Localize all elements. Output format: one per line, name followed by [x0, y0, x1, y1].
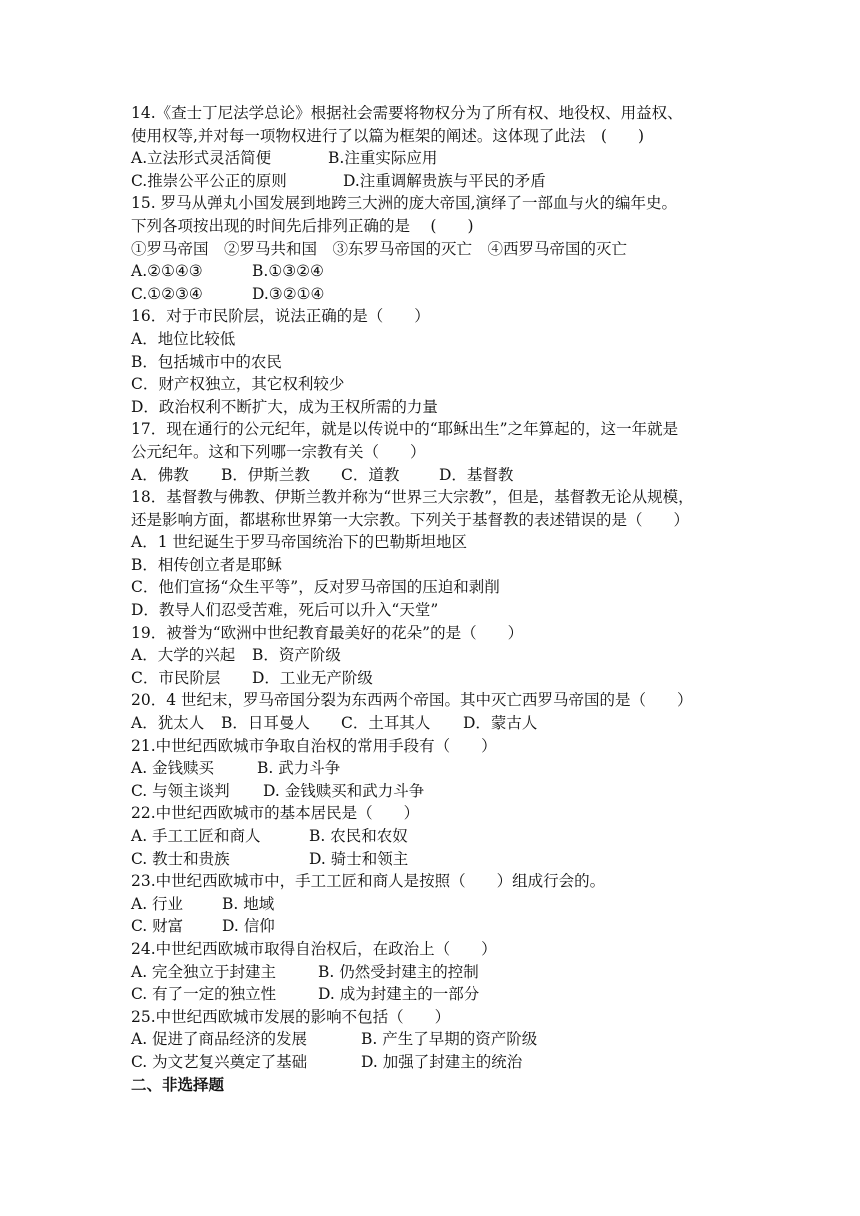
question-text: 使用权等,并对每一项物权进行了以篇为框架的阐述。这体现了此法 ( ): [131, 126, 645, 145]
option-a: A．大学的兴起: [131, 646, 236, 665]
question-text: 24.中世纪西欧城市取得自治权后，在政治上（ ）: [131, 939, 497, 958]
question-text: 23.中世纪西欧城市中，手工工匠和商人是按照（ ）组成行会的。: [131, 872, 606, 891]
option-d: D. 金钱赎买和武力斗争: [263, 781, 425, 800]
option-row: [131, 757, 731, 780]
option-row: [131, 260, 731, 283]
question-text: 18．基督教与佛教、伊斯兰教并称为“世界三大宗教”，但是，基督教无论从规模，: [131, 488, 694, 507]
option-row: [131, 848, 731, 871]
option-a: A. 促进了商品经济的发展: [131, 1030, 308, 1049]
question-text: 17．现在通行的公元纪年，就是以传说中的“耶稣出生”之年算起的，这一年就是: [131, 420, 679, 439]
question-15: [131, 192, 731, 305]
option-b: B．相传创立者是耶稣: [131, 555, 282, 574]
option-d: D. 骑士和领主: [309, 849, 409, 868]
option-c: C.①②③④: [131, 284, 203, 303]
question-18: [131, 486, 731, 622]
option-row: [131, 825, 731, 848]
question-24: [131, 938, 731, 1006]
option-b: B. 地域: [222, 894, 275, 913]
question-text: 还是影响方面，都堪称世界第一大宗教。下列关于基督教的表述错误的是（ ）: [131, 510, 690, 529]
option-a: A．1 世纪诞生于罗马帝国统治下的巴勒斯坦地区: [131, 533, 467, 552]
option-c: C．土耳其人: [341, 714, 431, 733]
option-b: B. 农民和农奴: [309, 827, 408, 845]
option-b: B.①③②④: [252, 262, 324, 281]
question-25: [131, 1006, 731, 1074]
option-b: B. 产生了早期的资产阶级: [361, 1030, 538, 1049]
option-row: [131, 780, 731, 803]
option-row: [131, 147, 731, 170]
option-row: [131, 644, 731, 667]
option-b: B.注重实际应用: [328, 149, 438, 168]
option-c: C.推崇公平公正的原则: [131, 171, 287, 190]
option-b: B．伊斯兰教: [221, 465, 310, 484]
question-23: [131, 870, 731, 938]
option-b: B．包括城市中的农民: [131, 352, 282, 371]
option-row: [131, 893, 731, 916]
option-c: C．市民阶层: [131, 668, 221, 687]
question-text: 21.中世纪西欧城市争取自治权的常用手段有（ ）: [131, 736, 497, 755]
option-d: D. 信仰: [222, 917, 275, 936]
option-row: [131, 961, 731, 984]
option-a: A. 手工工匠和商人: [131, 827, 261, 845]
option-b: B. 武力斗争: [257, 759, 341, 778]
question-17: [131, 418, 731, 486]
option-d: D．政治权利不断扩大，成为王权所需的力量: [131, 397, 438, 416]
option-b: B. 仍然受封建主的控制: [318, 962, 479, 981]
option-row: [131, 667, 731, 690]
question-list: [131, 102, 731, 1096]
question-text: 19．被誉为“欧洲中世纪教育最美好的花朵”的是（ ）: [131, 623, 524, 642]
option-c: C. 教士和贵族: [131, 849, 230, 868]
option-c: C. 财富: [131, 917, 184, 936]
question-16: [131, 305, 731, 418]
option-c: C．财产权独立，其它权利较少: [131, 375, 345, 394]
question-19: [131, 622, 731, 690]
option-row: [131, 464, 731, 487]
option-row: [131, 1051, 731, 1074]
question-text: 下列各项按出现的时间先后排列正确的是 ( ): [131, 216, 474, 235]
option-c: C. 为文艺复兴奠定了基础: [131, 1052, 308, 1071]
option-d: D．蒙古人: [463, 714, 538, 733]
option-d: D.③②①④: [252, 284, 325, 303]
question-text: 20．4 世纪末，罗马帝国分裂为东西两个帝国。其中灭亡西罗马帝国的是（ ）: [131, 691, 693, 710]
option-d: D. 加强了封建主的统治: [361, 1052, 523, 1071]
question-text: 公元纪年。这和下列哪一宗教有关（ ）: [131, 442, 426, 461]
question-14: [131, 102, 731, 192]
option-row: [131, 170, 731, 193]
option-a: A. 金钱赎买: [131, 759, 215, 778]
option-a: A．佛教: [131, 465, 189, 484]
option-row: [131, 712, 731, 735]
option-b: B．资产阶级: [252, 646, 341, 665]
option-a: A．犹太人: [131, 714, 205, 733]
question-text: 25.中世纪西欧城市发展的影响不包括（ ）: [131, 1007, 451, 1026]
option-a: A．地位比较低: [131, 329, 236, 348]
question-text: 15. 罗马从弹丸小国发展到地跨三大洲的庞大帝国,演绎了一部血与火的编年史。: [131, 194, 678, 213]
option-a: A. 行业: [131, 894, 184, 913]
option-row: [131, 915, 731, 938]
option-d: D．教导人们忍受苦难，死后可以升入“天堂”: [131, 601, 439, 620]
option-a: A.②①④③: [131, 262, 203, 281]
question-items: ①罗马帝国 ②罗马共和国 ③东罗马帝国的灭亡 ④西罗马帝国的灭亡: [131, 239, 628, 258]
option-row: [131, 983, 731, 1006]
option-row: [131, 283, 731, 306]
option-a: A.立法形式灵活简便: [131, 149, 272, 168]
option-row: [131, 1028, 731, 1051]
option-d: D. 成为封建主的一部分: [318, 985, 480, 1004]
option-c: C．他们宣扬“众生平等”，反对罗马帝国的压迫和剥削: [131, 578, 500, 597]
question-text: 16．对于市民阶层，说法正确的是（ ）: [131, 307, 430, 326]
option-d: D．工业无产阶级: [252, 668, 373, 687]
option-c: C．道教: [341, 465, 400, 484]
question-text: 14.《查士丁尼法学总论》根据社会需要将物权分为了所有权、地役权、用益权、: [131, 104, 683, 122]
option-c: C. 与领主谈判: [131, 781, 230, 800]
option-c: C. 有了一定的独立性: [131, 985, 277, 1004]
question-21: [131, 735, 731, 803]
question-20: [131, 689, 731, 734]
option-d: D.注重调解贵族与平民的矛盾: [343, 171, 546, 190]
option-b: B．日耳曼人: [221, 714, 310, 733]
question-text: 22.中世纪西欧城市的基本居民是（ ）: [131, 804, 420, 823]
option-a: A. 完全独立于封建主: [131, 962, 277, 981]
option-d: D．基督教: [439, 465, 514, 484]
section-heading: 二、非选择题: [131, 1074, 225, 1094]
question-22: [131, 802, 731, 870]
